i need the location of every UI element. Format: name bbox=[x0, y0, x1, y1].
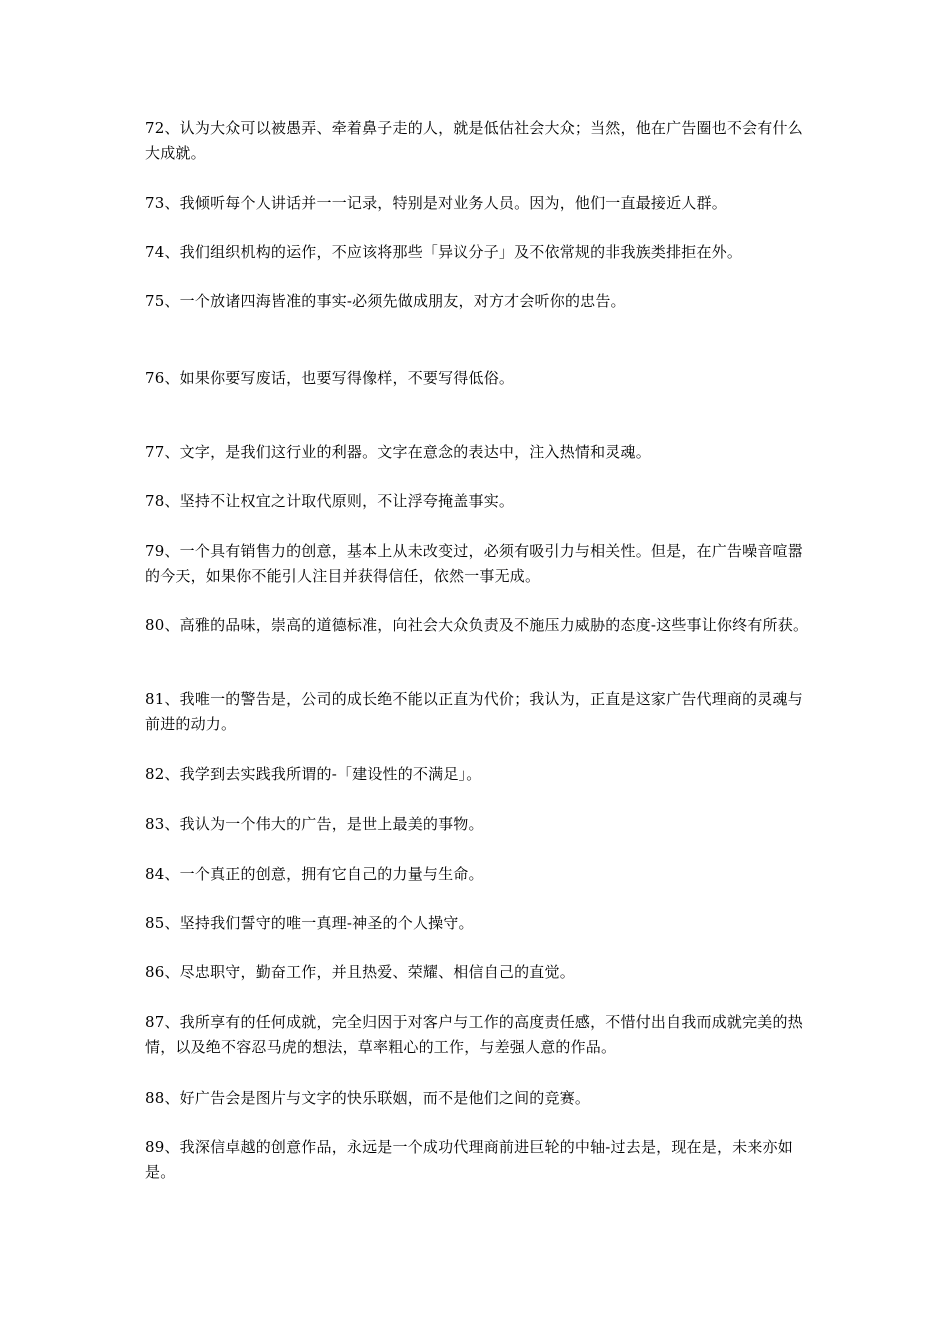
paragraph-77: 77、文字，是我们这行业的利器。文字在意念的表达中，注入热情和灵魂。 bbox=[145, 443, 651, 461]
paragraph-73: 73、我倾听每个人讲话并一一记录，特别是对业务人员。因为，他们一直最接近人群。 bbox=[145, 194, 727, 212]
paragraph-87: 87、我所享有的任何成就，完全归因于对客户与工作的高度责任感，不惜付出自我而成就完美的热情，以及绝不容忍马虎的想法，草率粗心的工作，与差强人意的作品。 bbox=[145, 1013, 803, 1056]
paragraph-88: 88、好广告会是图片与文字的快乐联姻，而不是他们之间的竞赛。 bbox=[145, 1089, 591, 1107]
paragraph-85: 85、坚持我们誓守的唯一真理-神圣的个人操守。 bbox=[145, 914, 474, 932]
paragraph-78: 78、坚持不让权宜之计取代原则，不让浮夸掩盖事实。 bbox=[145, 492, 515, 510]
paragraph-80: 80、高雅的品味，崇高的道德标准，向社会大众负责及不施压力威胁的态度-这些事让你终有所获。 bbox=[145, 616, 809, 634]
paragraph-72: 72、认为大众可以被愚弄、牵着鼻子走的人，就是低估社会大众；当然，他在广告圈也不会有什么大成就。 bbox=[145, 119, 803, 162]
paragraph-74: 74、我们组织机构的运作，不应该将那些「异议分子」及不依常规的非我族类排拒在外。 bbox=[145, 243, 743, 261]
paragraph-76: 76、如果你要写废话，也要写得像样，不要写得低俗。 bbox=[145, 369, 515, 387]
paragraph-79: 79、一个具有销售力的创意，基本上从未改变过，必须有吸引力与相关性。但是，在广告噪音喧嚣的今天，如果你不能引人注目并获得信任，依然一事无成。 bbox=[145, 542, 803, 585]
paragraph-84: 84、一个真正的创意，拥有它自己的力量与生命。 bbox=[145, 865, 484, 883]
paragraph-75: 75、一个放诸四海皆准的事实-必须先做成朋友，对方才会听你的忠告。 bbox=[145, 292, 626, 310]
paragraph-86: 86、尽忠职守，勤奋工作，并且热爱、荣耀、相信自己的直觉。 bbox=[145, 963, 575, 981]
paragraph-89: 89、我深信卓越的创意作品，永远是一个成功代理商前进巨轮的中轴-过去是，现在是，未来亦如是。 bbox=[145, 1138, 793, 1181]
paragraph-83: 83、我认为一个伟大的广告，是世上最美的事物。 bbox=[145, 815, 484, 833]
paragraph-81: 81、我唯一的警告是，公司的成长绝不能以正直为代价；我认为，正直是这家广告代理商的灵魂与前进的动力。 bbox=[145, 690, 803, 733]
paragraph-82: 82、我学到去实践我所谓的-「建设性的不满足」。 bbox=[145, 765, 482, 783]
